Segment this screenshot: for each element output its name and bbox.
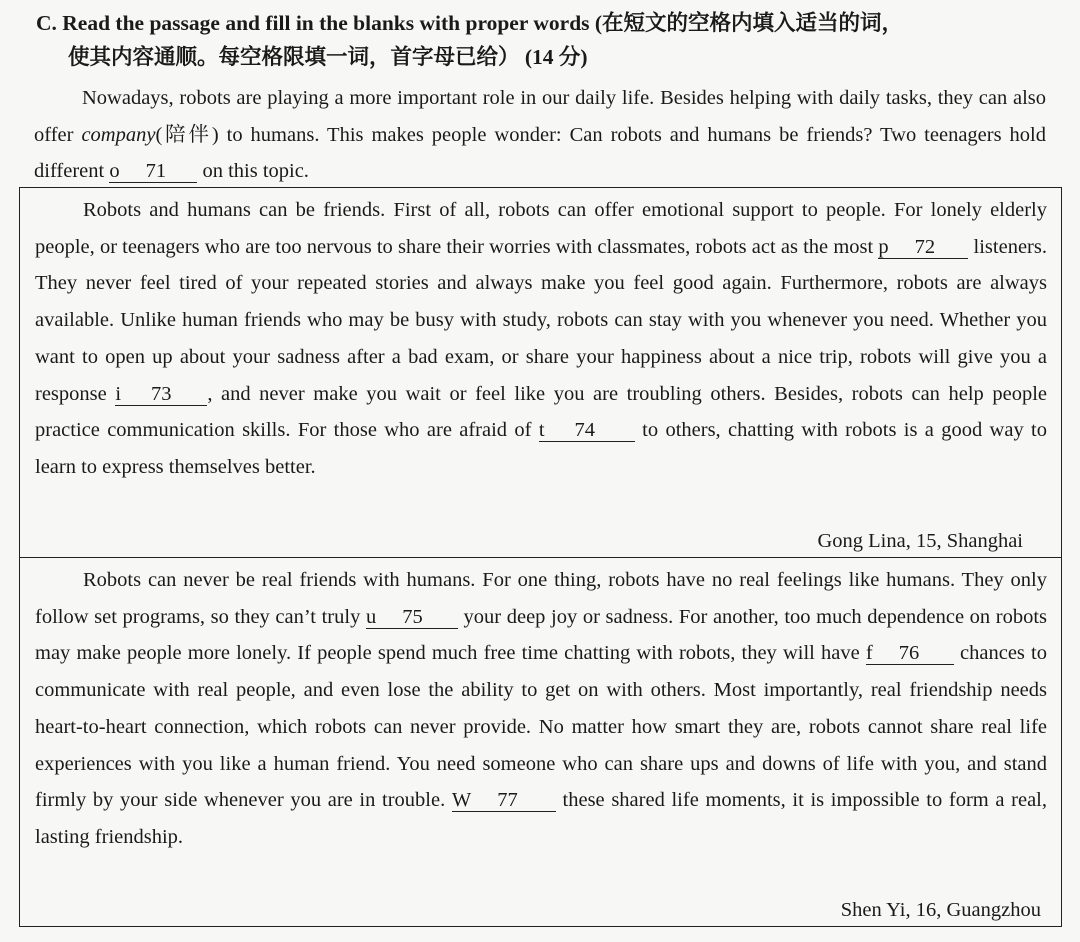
blank-76-letter: f: [865, 642, 873, 665]
blank-77-number: 77: [497, 789, 518, 812]
opinion-2-text-2: your deep joy or sadness. For another, too much dependence on robots may make people more lonely. If people spend much free time chatting with robots, they will have: [35, 605, 1047, 665]
blank-71-letter: o: [109, 160, 120, 182]
intro-italic-word: company: [81, 123, 156, 146]
blank-73-number: 73: [151, 382, 172, 405]
opinion-2-paragraph: [35, 562, 1047, 856]
blank-75-number: 75: [402, 605, 423, 628]
intro-text-2: (陪伴) to humans. This makes people wonder: Can robots and humans be friends? Two teenagers hold different: [34, 123, 1046, 182]
blank-77-letter: W: [451, 789, 472, 812]
blank-77[interactable]: [452, 789, 556, 812]
opinion-box-2: [19, 557, 1062, 927]
opinion-box-1: [19, 187, 1062, 558]
opinion-1-text-2: listeners. They never feel tired of your repeated stories and always make you feel good again. Furthermore, robots are always available. Unlike human friends who may be busy with study, robots can stay with you whenever you need. Whether you want to open up about your sadness after a bad exam, or share your happiness about a nice trip, robots will give you a response: [35, 235, 1047, 405]
opinion-2-text-1: Robots can never be real friends with humans. For one thing, robots have no real feelings like humans. They only follow set programs, so they can’t truly: [35, 569, 1047, 628]
blank-75[interactable]: [366, 606, 458, 629]
blank-76-number: 76: [898, 642, 920, 665]
blank-71[interactable]: [109, 160, 197, 183]
opinion-1-text-3: , and never make you wait or feel like you are troubling others. Besides, robots can help people practice communication skills. For those who are afraid of: [35, 382, 1047, 442]
blank-74-number: 74: [574, 419, 596, 442]
section-heading: [36, 6, 1066, 74]
opinion-1-paragraph: [35, 192, 1047, 486]
opinion-2-text-3: chances to communicate with real people, and even lose the ability to get on with others. Most importantly, real friendship needs heart-to-heart connection, which robots can never provide. No matter how smart they are, robots cannot share real life experiences with you like a human friend. You need someone who can share ups and downs of life with you, and stand firmly by your side whenever you are in trouble.: [35, 642, 1047, 812]
intro-text-3: on this topic.: [197, 160, 309, 182]
heading-line-1: C. Read the passage and fill in the blanks with proper words (在短文的空格内填入适当的词，: [36, 11, 904, 35]
blank-73-letter: i: [115, 382, 122, 405]
intro-paragraph: [34, 80, 1046, 190]
opinion-1-text-4: to others, chatting with robots is a good way to learn to express themselves better.: [35, 419, 1047, 478]
blank-74-letter: t: [538, 419, 545, 442]
blank-73[interactable]: [115, 383, 207, 406]
blank-75-letter: u: [365, 605, 377, 628]
blank-74[interactable]: [539, 419, 635, 442]
opinion-2-text-4: these shared life moments, it is impossible to form a real, lasting friendship.: [35, 789, 1047, 848]
blank-72[interactable]: [878, 236, 968, 259]
opinion-1-signature: Gong Lina, 15, Shanghai: [817, 530, 1023, 552]
blank-72-number: 72: [914, 235, 936, 258]
blank-71-number: 71: [145, 160, 167, 182]
intro-text-1: Nowadays, robots are playing a more important role in our daily life. Besides helping with daily tasks, they can also offer: [34, 87, 1046, 146]
heading-line-2: 使其内容通顺。每空格限填一词，首字母已给） (14 分): [68, 45, 588, 69]
blank-72-letter: p: [878, 235, 889, 258]
opinion-1-text-1: Robots and humans can be friends. First of all, robots can offer emotional support to people. For lonely elderly people, or teenagers who are too nervous to share their worries with classmates, robots act as the most: [35, 199, 1047, 258]
opinion-2-signature: Shen Yi, 16, Guangzhou: [840, 899, 1041, 921]
blank-76[interactable]: [866, 642, 954, 665]
